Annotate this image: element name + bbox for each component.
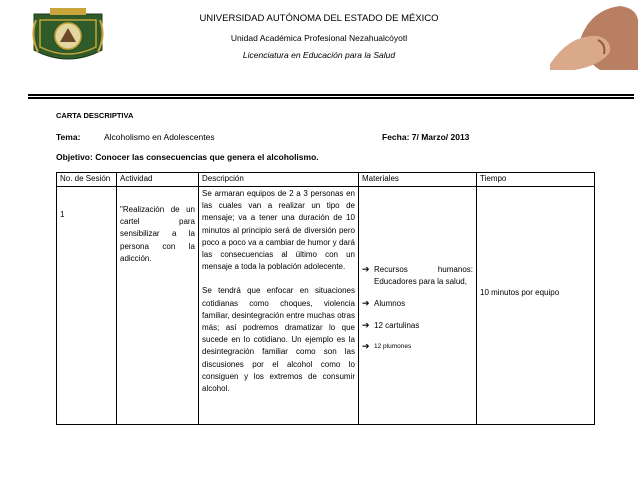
description-paragraph-2: Se tendrá que enfocar en situaciones cotidianas como choques, violencia familiar, desintegración entre muchas otras más; así podremos dramatizar lo que sucede en lo cotidiano. Un ejemplo es la desintegración familiar como son las discusiones por el alcohol como lo consiguen y los extremos de consumir alcohol. (202, 286, 355, 394)
unit-name: Unidad Académica Profesional Nezahualcóyotl (230, 33, 408, 43)
university-name: UNIVERSIDAD AUTÓNOMA DEL ESTADO DE MÉXICO (199, 13, 439, 24)
list-item: ➔ Alumnos (362, 298, 406, 309)
header-time: Tiempo (477, 173, 595, 187)
program-name: Licenciatura en Educación para la Salud (242, 50, 396, 60)
date-text: Fecha: 7/ Marzo/ 2013 (382, 132, 470, 142)
session-number: 1 (60, 210, 65, 219)
materials-list (362, 188, 473, 353)
cell-session (57, 187, 117, 425)
header-description: Descripción (199, 173, 359, 187)
table-header-row (57, 173, 595, 187)
list-item: ➔ Recursos humanos: Educadores para la salud, (362, 264, 473, 288)
document-title: CARTA DESCRIPTIVA (56, 111, 134, 120)
header-divider (28, 97, 634, 99)
header-materials: Materiales (359, 173, 477, 187)
cell-description (199, 187, 359, 425)
header-session: No. de Sesión (57, 173, 117, 187)
arrow-right-icon: ➔ (362, 319, 370, 330)
table-row (57, 187, 595, 425)
activity-text: "Realización de un cartel para sensibilizar a la persona con la adicción. (120, 205, 195, 263)
time-text: 10 minutos por equipo (480, 288, 560, 297)
cell-materials (359, 187, 477, 425)
activity-table (56, 172, 595, 425)
header-activity: Actividad (117, 173, 199, 187)
arrow-right-icon: ➔ (362, 264, 370, 274)
header-divider (28, 94, 634, 96)
arrow-right-icon: ➔ (362, 298, 370, 309)
arrow-right-icon: ➔ (362, 341, 370, 352)
tema-value: Alcoholismo en Adolescentes (104, 132, 215, 142)
cell-time (477, 187, 595, 425)
list-item: ➔ 12 plumones (362, 341, 412, 352)
objective-text: Objetivo: Conocer las consecuencias que genera el alcoholismo. (56, 152, 319, 162)
description-paragraph-1: Se armaran equipos de 2 a 3 personas en las cuales van a realizar un tipo de mensaje; va a tener una duración de 10 minutos al principio será de diversión pero poco a poco va a cambiar de humor y dará las consecuencias al último con un mensaje a toda la población adolecente. (202, 189, 355, 272)
list-item: ➔ 12 cartulinas (362, 319, 420, 330)
cell-activity (117, 187, 199, 425)
tema-label: Tema: (56, 132, 81, 142)
